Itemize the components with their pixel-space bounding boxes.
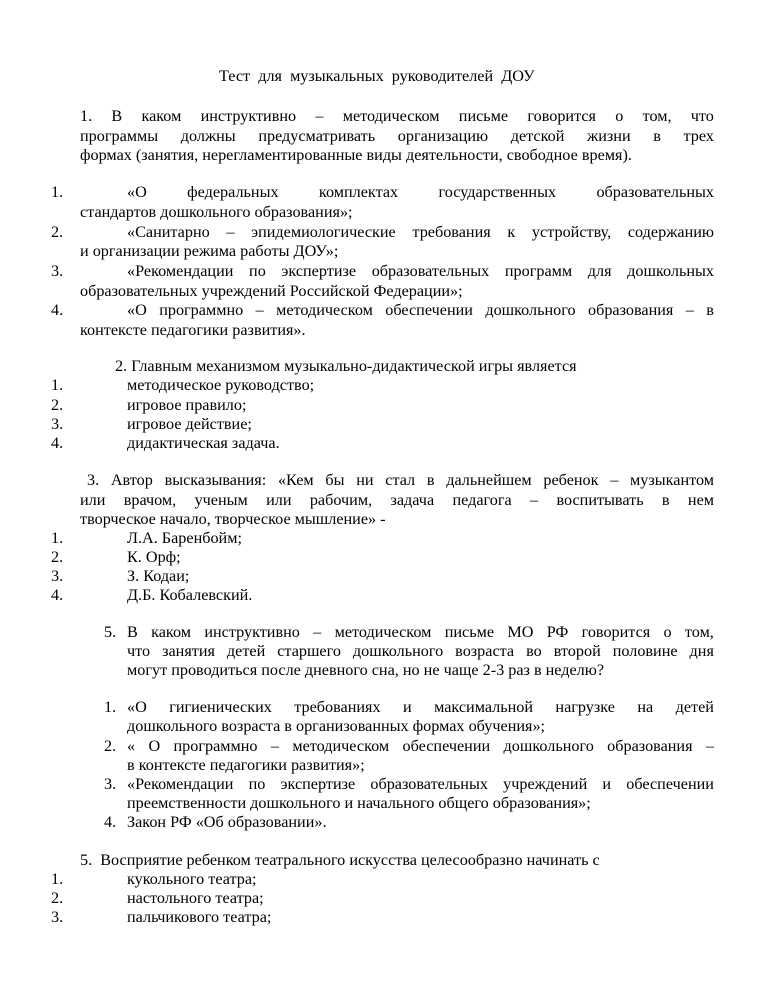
- word: о: [615, 107, 624, 125]
- word: в: [653, 127, 661, 145]
- word: максимальной: [434, 698, 534, 716]
- word: ученым: [194, 491, 248, 509]
- word: обеспечении: [402, 737, 491, 755]
- q5-option-2: настольного театра;: [127, 889, 264, 907]
- word: письме: [444, 623, 495, 641]
- word: 3.: [87, 471, 100, 489]
- word: В: [127, 623, 138, 641]
- word: воспитывать: [556, 491, 644, 509]
- word: –: [315, 107, 324, 125]
- word: для: [587, 262, 612, 280]
- word: обеспечении: [385, 301, 473, 319]
- word: дошкольного: [352, 642, 444, 660]
- word: предусматривать: [258, 127, 376, 145]
- word: инструктивно: [204, 623, 300, 641]
- word: или: [80, 491, 106, 509]
- q3-option-number: 3.: [51, 567, 64, 585]
- q4-option-3-line-1: [127, 775, 714, 795]
- word: программно: [159, 301, 244, 319]
- word: гигиенических: [169, 698, 272, 716]
- word: том,: [642, 107, 672, 125]
- word: комплектах: [318, 183, 399, 201]
- q4-option-2-line-1: [127, 737, 714, 757]
- word: экспертизе: [281, 262, 357, 280]
- word: образовательных: [370, 775, 488, 793]
- q1-option-1-line-2: стандартов дошкольного образования»;: [80, 203, 353, 221]
- word: письме: [458, 107, 509, 125]
- word: требования: [412, 223, 491, 241]
- q4-option-4: Закон РФ «Об образовании».: [127, 813, 327, 831]
- word: каком: [141, 107, 182, 125]
- word: инструктивно: [200, 107, 297, 125]
- word: учреждений: [503, 775, 588, 793]
- word: или: [266, 491, 292, 509]
- word: детей: [226, 642, 266, 660]
- q5-option-1: кукольного театра;: [127, 870, 257, 888]
- word: задача: [390, 491, 435, 509]
- word: организацию: [397, 127, 489, 145]
- page-title: Тест для музыкальных руководителей ДОУ: [219, 67, 535, 85]
- word: образования: [607, 737, 693, 755]
- q1-option-3-line-1: [127, 262, 714, 282]
- word: дальнейшем: [446, 471, 532, 489]
- q5-option-3: пальчикового театра;: [127, 908, 272, 926]
- word: говорится: [581, 623, 651, 641]
- word: методическом: [342, 107, 440, 125]
- q4-line-2: [127, 642, 714, 662]
- word: методическом: [334, 623, 432, 641]
- word: половине: [612, 642, 678, 660]
- q2-option-number: 1.: [51, 376, 64, 394]
- word: устройству,: [531, 223, 612, 241]
- word: «О: [127, 183, 147, 201]
- q3-option-number: 4.: [51, 586, 64, 604]
- word: государственных: [438, 183, 557, 201]
- word: Автор: [110, 471, 153, 489]
- q4-option-3-line-2: преемственности дошкольного и начального общего образования»;: [127, 794, 591, 812]
- q4-line-1: [127, 623, 714, 643]
- word: В: [111, 107, 123, 125]
- word: нагрузке: [555, 698, 615, 716]
- q1-line-3: формах (занятия, нерегламентированные виды деятельности, свободное время).: [80, 146, 632, 164]
- word: «Кем: [277, 471, 314, 489]
- word: –: [270, 737, 279, 755]
- word: федеральных: [187, 183, 279, 201]
- q3-option-3: З. Кодаи;: [127, 567, 190, 585]
- q3-option-number: 2.: [51, 548, 64, 566]
- q2-option-2: игровое правило;: [127, 396, 247, 414]
- q1-option-number: 3.: [51, 262, 64, 280]
- q2-option-1: методическое руководство;: [127, 376, 315, 394]
- word: дошкольного: [503, 737, 594, 755]
- q5-question: 5. Восприятие ребенком театрального искусства целесообразно начинать с: [80, 851, 600, 869]
- q3-option-4: Д.Б. Кобалевский.: [127, 586, 253, 604]
- q3-option-number: 1.: [51, 529, 64, 547]
- q2-option-number: 2.: [51, 396, 64, 414]
- word: нем: [687, 491, 714, 509]
- word: трех: [683, 127, 714, 145]
- word: –: [705, 737, 714, 755]
- word: что: [690, 107, 714, 125]
- word: во: [526, 642, 542, 660]
- q1-option-2-line-2: и организации режима работы ДОУ»;: [80, 242, 339, 260]
- word: дошкольного: [485, 301, 576, 319]
- q4-option-number: 4.: [104, 813, 117, 831]
- q3-line-1: [87, 471, 714, 491]
- word: РФ: [546, 623, 569, 641]
- q2-option-number: 4.: [51, 434, 64, 452]
- word: каком: [151, 623, 191, 641]
- word: и: [602, 775, 612, 793]
- word: –: [610, 471, 619, 489]
- q4-number: 5.: [104, 623, 117, 641]
- q4-option-number: 2.: [104, 737, 117, 755]
- word: говорится: [527, 107, 596, 125]
- q5-option-number: 1.: [51, 870, 64, 888]
- word: обеспечении: [626, 775, 714, 793]
- q1-option-number: 1.: [51, 183, 64, 201]
- word: –: [313, 623, 322, 641]
- q3-option-1: Л.А. Баренбойм;: [127, 529, 242, 547]
- word: «Санитарно: [127, 223, 210, 241]
- word: образования: [587, 301, 674, 319]
- q4-option-1-line-1: [127, 698, 714, 718]
- q3-line-3: творческое начало, творческое мышление» -: [80, 510, 386, 528]
- q1-option-1-line-1: [127, 183, 714, 203]
- q1-option-4-line-2: контексте педагогики развития».: [80, 321, 306, 339]
- word: «О: [127, 698, 147, 716]
- word: –: [226, 223, 235, 241]
- word: должны: [180, 127, 236, 145]
- q1-option-number: 2.: [51, 223, 64, 241]
- q1-option-4-line-1: [127, 301, 714, 321]
- word: программы: [80, 127, 159, 145]
- word: старшего: [277, 642, 341, 660]
- word: по: [248, 775, 266, 793]
- q3-option-2: К. Орф;: [127, 548, 181, 566]
- q2-option-4: дидактическая задача.: [127, 434, 280, 452]
- q1-line-1: [80, 107, 714, 127]
- word: в: [706, 301, 714, 319]
- word: в: [661, 491, 670, 509]
- word: детей: [675, 698, 714, 716]
- word: высказывания:: [164, 471, 267, 489]
- q5-option-number: 2.: [51, 889, 64, 907]
- word: методическом: [292, 737, 390, 755]
- word: дошкольных: [627, 262, 714, 280]
- word: и: [403, 698, 412, 716]
- word: дня: [689, 642, 714, 660]
- word: содержанию: [627, 223, 714, 241]
- word: занятия: [162, 642, 215, 660]
- word: –: [255, 301, 264, 319]
- word: врачом,: [123, 491, 177, 509]
- word: жизни: [587, 127, 631, 145]
- word: музыкантом: [630, 471, 714, 489]
- word: эпидемиологические: [251, 223, 396, 241]
- word: что: [127, 642, 151, 660]
- word: МО: [507, 623, 534, 641]
- word: возраста: [455, 642, 515, 660]
- q1-option-3-line-2: образовательных учреждений Российской Федерации»;: [80, 282, 463, 300]
- q1-option-2-line-1: [127, 223, 714, 243]
- word: бы: [325, 471, 345, 489]
- word: методическом: [276, 301, 373, 319]
- word: о: [663, 623, 672, 641]
- word: ни: [356, 471, 374, 489]
- word: –: [685, 301, 694, 319]
- q3-line-2: [80, 491, 714, 511]
- word: 1.: [80, 107, 93, 125]
- q5-option-number: 3.: [51, 908, 64, 926]
- word: к: [507, 223, 516, 241]
- word: ребенок: [543, 471, 599, 489]
- q2-option-number: 3.: [51, 415, 64, 433]
- word: детской: [510, 127, 565, 145]
- word: образовательных: [371, 262, 490, 280]
- q1-option-number: 4.: [51, 301, 64, 319]
- q1-line-2: [80, 127, 714, 147]
- q4-option-number: 1.: [104, 698, 117, 716]
- q2-question: 2. Главным механизмом музыкально-дидактической игры является: [115, 357, 577, 375]
- q4-option-number: 3.: [104, 775, 117, 793]
- word: –: [530, 491, 539, 509]
- word: стал: [385, 471, 416, 489]
- word: рабочим,: [309, 491, 373, 509]
- word: требованиях: [294, 698, 381, 716]
- word: том,: [684, 623, 714, 641]
- word: программно: [173, 737, 258, 755]
- word: экспертизе: [280, 775, 356, 793]
- q2-option-3: игровое действие;: [127, 415, 252, 433]
- word: «Рекомендации: [127, 262, 234, 280]
- word: в: [426, 471, 435, 489]
- word: О: [148, 737, 161, 755]
- word: по: [249, 262, 266, 280]
- q4-line-3: могут проводиться после дневного сна, но не чаще 2-3 раз в неделю?: [127, 661, 605, 679]
- word: педагога: [452, 491, 512, 509]
- word: образовательных: [596, 183, 714, 201]
- q4-option-2-line-2: в контексте педагогики развития»;: [127, 756, 365, 774]
- q4-option-1-line-2: дошкольного возраста в организованных формах обучения»;: [127, 717, 546, 735]
- word: программ: [504, 262, 573, 280]
- word: «Рекомендации: [127, 775, 234, 793]
- word: «О: [127, 301, 147, 319]
- word: второй: [553, 642, 601, 660]
- word: «: [127, 737, 136, 755]
- word: на: [637, 698, 654, 716]
